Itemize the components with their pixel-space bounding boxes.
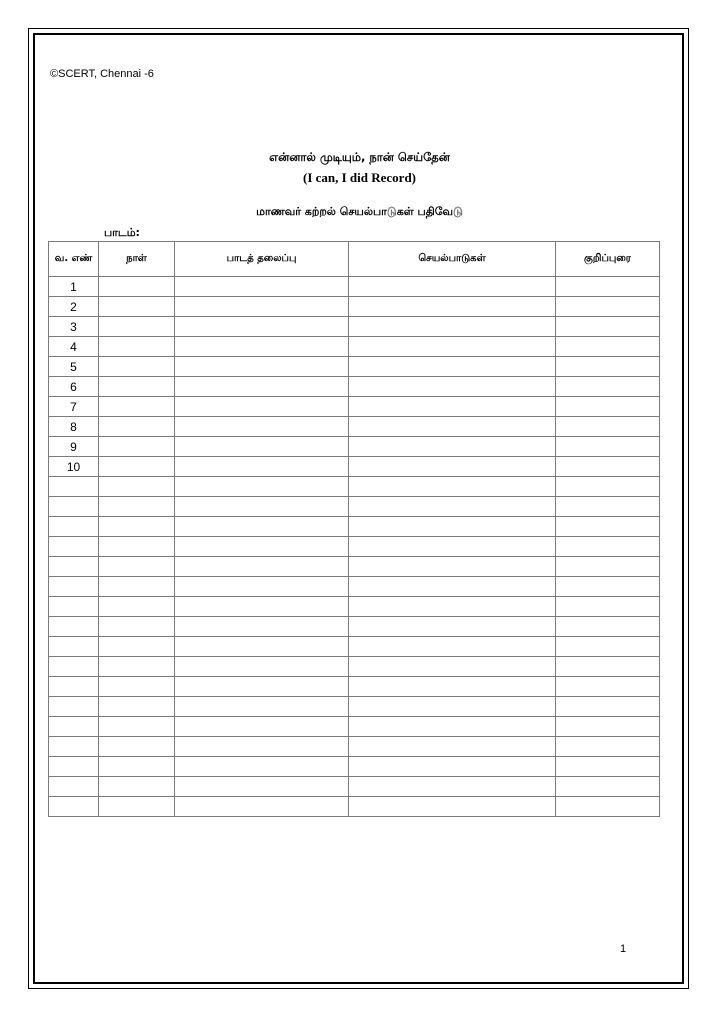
row-serial-number: 2 — [49, 297, 99, 317]
column-header-remarks: குறிப்புரை — [556, 242, 660, 277]
activities-cell[interactable] — [349, 557, 556, 577]
lesson-topic-cell[interactable] — [175, 417, 349, 437]
activities-cell[interactable] — [349, 497, 556, 517]
table-row — [49, 317, 660, 337]
activities-cell[interactable] — [349, 617, 556, 637]
table-row — [49, 577, 660, 597]
date-cell[interactable] — [99, 537, 175, 557]
table-row — [49, 677, 660, 697]
remarks-cell[interactable] — [556, 437, 660, 457]
remarks-cell[interactable] — [556, 497, 660, 517]
remarks-cell[interactable] — [556, 777, 660, 797]
row-serial-number — [49, 737, 99, 757]
activities-cell[interactable] — [349, 337, 556, 357]
copyright-text: ©SCERT, Chennai -6 — [50, 68, 154, 80]
row-serial-number: 3 — [49, 317, 99, 337]
date-cell[interactable] — [99, 457, 175, 477]
date-cell[interactable] — [99, 517, 175, 537]
date-cell[interactable] — [99, 297, 175, 317]
date-cell[interactable] — [99, 497, 175, 517]
date-cell[interactable] — [99, 737, 175, 757]
lesson-topic-cell[interactable] — [175, 357, 349, 377]
row-serial-number: 6 — [49, 377, 99, 397]
lesson-topic-cell[interactable] — [175, 697, 349, 717]
lesson-topic-cell[interactable] — [175, 757, 349, 777]
page-title-tamil: என்னால் முடியும், நான் செய்தேன் — [269, 150, 450, 164]
activities-cell[interactable] — [349, 517, 556, 537]
date-cell[interactable] — [99, 557, 175, 577]
lesson-topic-cell[interactable] — [175, 477, 349, 497]
activities-cell[interactable] — [349, 697, 556, 717]
lesson-topic-cell[interactable] — [175, 497, 349, 517]
table-row — [49, 457, 660, 477]
table-row — [49, 737, 660, 757]
remarks-cell[interactable] — [556, 677, 660, 697]
table-row — [49, 797, 660, 817]
row-serial-number: 7 — [49, 397, 99, 417]
lesson-topic-cell[interactable] — [175, 537, 349, 557]
row-serial-number: 10 — [49, 457, 99, 477]
activities-cell[interactable] — [349, 477, 556, 497]
date-cell[interactable] — [99, 757, 175, 777]
row-serial-number — [49, 477, 99, 497]
date-cell[interactable] — [99, 337, 175, 357]
remarks-cell[interactable] — [556, 557, 660, 577]
lesson-topic-cell[interactable] — [175, 517, 349, 537]
date-cell[interactable] — [99, 277, 175, 297]
table-row — [49, 357, 660, 377]
date-cell[interactable] — [99, 577, 175, 597]
table-row — [49, 657, 660, 677]
lesson-topic-cell[interactable] — [175, 717, 349, 737]
date-cell[interactable] — [99, 317, 175, 337]
column-header-serial: வ. எண் — [49, 242, 99, 277]
table-row — [49, 297, 660, 317]
lesson-label: பாடம்: — [104, 226, 140, 239]
remarks-cell[interactable] — [556, 297, 660, 317]
date-cell[interactable] — [99, 637, 175, 657]
table-row — [49, 497, 660, 517]
activities-cell[interactable] — [349, 457, 556, 477]
activities-cell[interactable] — [349, 537, 556, 557]
row-serial-number — [49, 557, 99, 577]
activities-cell[interactable] — [349, 417, 556, 437]
remarks-cell[interactable] — [556, 517, 660, 537]
table-row — [49, 277, 660, 297]
activities-cell[interactable] — [349, 597, 556, 617]
date-cell[interactable] — [99, 777, 175, 797]
table-row — [49, 557, 660, 577]
activities-cell[interactable] — [349, 377, 556, 397]
activities-cell[interactable] — [349, 277, 556, 297]
lesson-topic-cell[interactable] — [175, 377, 349, 397]
table-row — [49, 517, 660, 537]
row-serial-number — [49, 677, 99, 697]
row-serial-number — [49, 657, 99, 677]
row-serial-number — [49, 537, 99, 557]
table-row — [49, 477, 660, 497]
table-row — [49, 697, 660, 717]
remarks-cell[interactable] — [556, 597, 660, 617]
remarks-cell[interactable] — [556, 577, 660, 597]
remarks-cell[interactable] — [556, 537, 660, 557]
date-cell[interactable] — [99, 357, 175, 377]
activities-cell[interactable] — [349, 637, 556, 657]
row-serial-number — [49, 717, 99, 737]
remarks-cell[interactable] — [556, 717, 660, 737]
activities-cell[interactable] — [349, 297, 556, 317]
row-serial-number — [49, 777, 99, 797]
activities-cell[interactable] — [349, 317, 556, 337]
activities-cell[interactable] — [349, 717, 556, 737]
lesson-topic-cell[interactable] — [175, 777, 349, 797]
date-cell[interactable] — [99, 697, 175, 717]
lesson-topic-cell[interactable] — [175, 657, 349, 677]
table-row — [49, 777, 660, 797]
remarks-cell[interactable] — [556, 377, 660, 397]
page-number: 1 — [620, 943, 627, 955]
row-serial-number: 4 — [49, 337, 99, 357]
row-serial-number — [49, 577, 99, 597]
activities-cell[interactable] — [349, 737, 556, 757]
activities-cell[interactable] — [349, 677, 556, 697]
column-header-lesson-topic: பாடத் தலைப்பு — [175, 242, 349, 277]
row-serial-number — [49, 617, 99, 637]
date-cell[interactable] — [99, 677, 175, 697]
row-serial-number: 8 — [49, 417, 99, 437]
record-subtitle: மாணவர் கற்றல் செயல்பாடுகள் பதிவேடு — [256, 205, 463, 218]
lesson-topic-cell[interactable] — [175, 437, 349, 457]
date-cell[interactable] — [99, 717, 175, 737]
remarks-cell[interactable] — [556, 477, 660, 497]
date-cell[interactable] — [99, 617, 175, 637]
activities-cell[interactable] — [349, 437, 556, 457]
remarks-cell[interactable] — [556, 637, 660, 657]
activities-cell[interactable] — [349, 757, 556, 777]
remarks-cell[interactable] — [556, 617, 660, 637]
remarks-cell[interactable] — [556, 457, 660, 477]
table-row — [49, 597, 660, 617]
date-cell[interactable] — [99, 797, 175, 817]
remarks-cell[interactable] — [556, 317, 660, 337]
page-title-english: (I can, I did Record) — [302, 170, 417, 185]
row-serial-number: 9 — [49, 437, 99, 457]
lesson-topic-cell[interactable] — [175, 277, 349, 297]
lesson-topic-cell[interactable] — [175, 577, 349, 597]
remarks-cell[interactable] — [556, 757, 660, 777]
remarks-cell[interactable] — [556, 397, 660, 417]
row-serial-number — [49, 757, 99, 777]
date-cell[interactable] — [99, 657, 175, 677]
activities-cell[interactable] — [349, 797, 556, 817]
table-row — [49, 757, 660, 777]
remarks-cell[interactable] — [556, 357, 660, 377]
remarks-cell[interactable] — [556, 417, 660, 437]
lesson-topic-cell[interactable] — [175, 457, 349, 477]
remarks-cell[interactable] — [556, 657, 660, 677]
lesson-topic-cell[interactable] — [175, 557, 349, 577]
lesson-topic-cell[interactable] — [175, 617, 349, 637]
activities-cell[interactable] — [349, 357, 556, 377]
remarks-cell[interactable] — [556, 737, 660, 757]
date-cell[interactable] — [99, 597, 175, 617]
table-row — [49, 637, 660, 657]
lesson-topic-cell[interactable] — [175, 677, 349, 697]
column-header-date: நாள் — [99, 242, 175, 277]
row-serial-number — [49, 497, 99, 517]
lesson-topic-cell[interactable] — [175, 597, 349, 617]
date-cell[interactable] — [99, 397, 175, 417]
remarks-cell[interactable] — [556, 277, 660, 297]
lesson-topic-cell[interactable] — [175, 637, 349, 657]
activities-cell[interactable] — [349, 397, 556, 417]
row-serial-number: 1 — [49, 277, 99, 297]
row-serial-number — [49, 517, 99, 537]
column-header-activities: செயல்பாடுகள் — [349, 242, 556, 277]
lesson-topic-cell[interactable] — [175, 397, 349, 417]
activities-cell[interactable] — [349, 777, 556, 797]
record-table — [48, 241, 660, 817]
table-row — [49, 397, 660, 417]
activities-cell[interactable] — [349, 657, 556, 677]
table-row — [49, 617, 660, 637]
remarks-cell[interactable] — [556, 797, 660, 817]
table-row — [49, 717, 660, 737]
table-row — [49, 337, 660, 357]
row-serial-number — [49, 637, 99, 657]
row-serial-number: 5 — [49, 357, 99, 377]
activities-cell[interactable] — [349, 577, 556, 597]
lesson-topic-cell[interactable] — [175, 337, 349, 357]
remarks-cell[interactable] — [556, 337, 660, 357]
remarks-cell[interactable] — [556, 697, 660, 717]
date-cell[interactable] — [99, 437, 175, 457]
lesson-topic-cell[interactable] — [175, 297, 349, 317]
table-header-row — [49, 242, 660, 277]
date-cell[interactable] — [99, 417, 175, 437]
row-serial-number — [49, 797, 99, 817]
table-row — [49, 377, 660, 397]
date-cell[interactable] — [99, 477, 175, 497]
table-row — [49, 417, 660, 437]
row-serial-number — [49, 597, 99, 617]
lesson-topic-cell[interactable] — [175, 317, 349, 337]
table-row — [49, 537, 660, 557]
row-serial-number — [49, 697, 99, 717]
date-cell[interactable] — [99, 377, 175, 397]
lesson-topic-cell[interactable] — [175, 737, 349, 757]
table-body — [49, 277, 660, 817]
lesson-topic-cell[interactable] — [175, 797, 349, 817]
table-row — [49, 437, 660, 457]
